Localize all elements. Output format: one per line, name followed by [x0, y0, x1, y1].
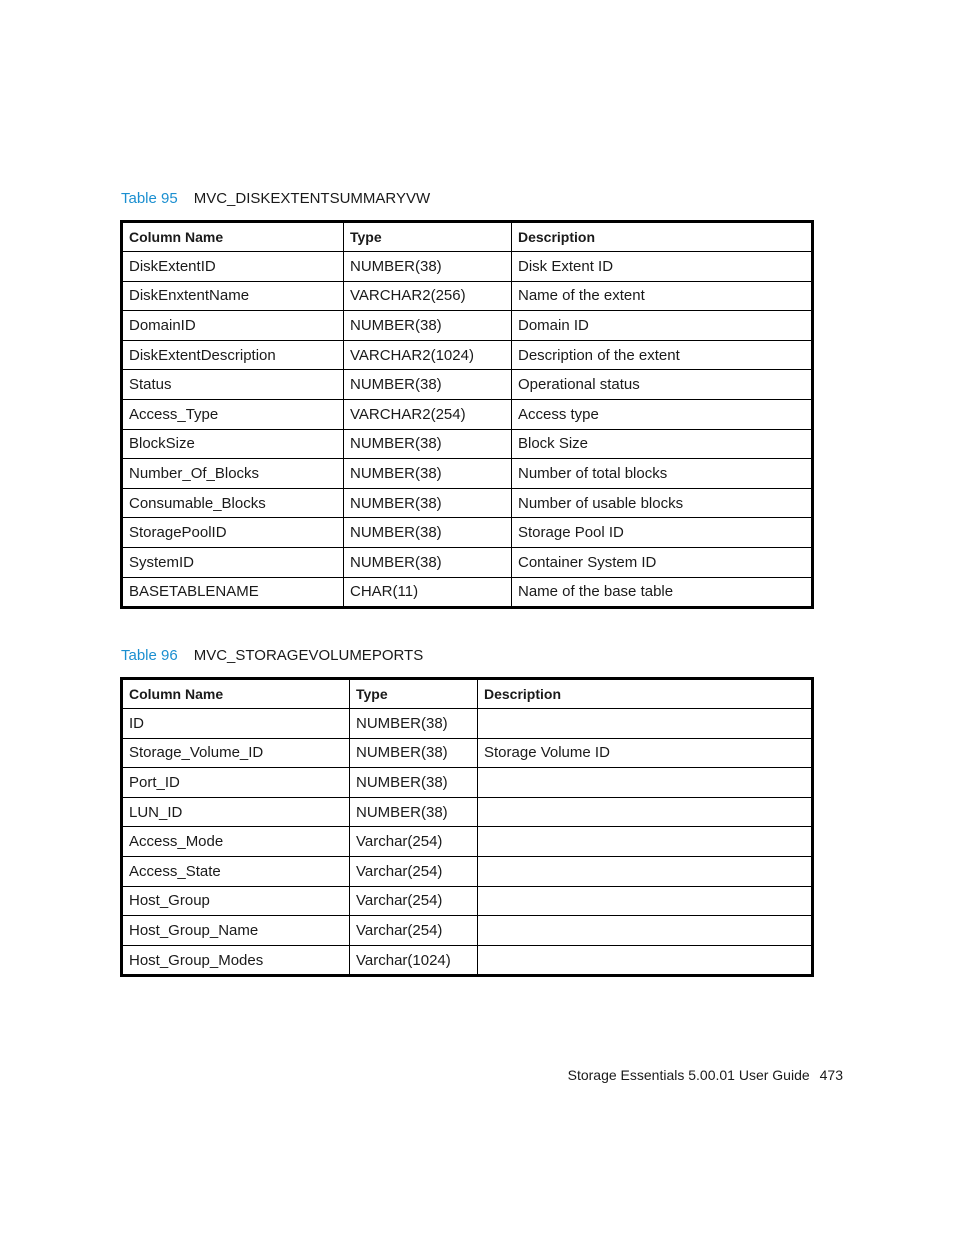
type-cell: CHAR(11) [344, 577, 512, 608]
type-cell: NUMBER(38) [344, 459, 512, 489]
type-cell: NUMBER(38) [344, 370, 512, 400]
type-cell: NUMBER(38) [344, 311, 512, 341]
type-cell: NUMBER(38) [344, 429, 512, 459]
table-95-caption [121, 190, 430, 207]
column-header-type: Type [350, 679, 478, 709]
description-cell: Container System ID [512, 547, 813, 577]
table-row [122, 709, 813, 739]
type-cell: Varchar(254) [350, 916, 478, 946]
type-cell: VARCHAR2(1024) [344, 340, 512, 370]
table-row [122, 797, 813, 827]
table-row [122, 916, 813, 946]
column-name-cell: BASETABLENAME [122, 577, 344, 608]
table-row [122, 311, 813, 341]
column-header-name: Column Name [122, 222, 344, 252]
table-96 [120, 677, 814, 977]
column-name-cell: Number_Of_Blocks [122, 459, 344, 489]
table-96-caption [121, 647, 423, 664]
table-row [122, 518, 813, 548]
description-cell [478, 945, 813, 976]
type-cell: VARCHAR2(256) [344, 281, 512, 311]
table-row [122, 399, 813, 429]
table-header-row [122, 222, 813, 252]
column-name-cell: LUN_ID [122, 797, 350, 827]
column-name-cell: Access_State [122, 856, 350, 886]
description-cell: Number of usable blocks [512, 488, 813, 518]
column-name-cell: DiskExtentDescription [122, 340, 344, 370]
column-name-cell: ID [122, 709, 350, 739]
column-name-cell: DomainID [122, 311, 344, 341]
table-95-label: Table 95 [121, 190, 178, 207]
footer-title: Storage Essentials 5.00.01 User Guide [567, 1067, 810, 1083]
table-row [122, 856, 813, 886]
column-header-name: Column Name [122, 679, 350, 709]
table-header-row [122, 679, 813, 709]
type-cell: NUMBER(38) [350, 709, 478, 739]
column-name-cell: Status [122, 370, 344, 400]
description-cell [478, 827, 813, 857]
table-row [122, 768, 813, 798]
type-cell: Varchar(254) [350, 827, 478, 857]
column-name-cell: Access_Type [122, 399, 344, 429]
table-row [122, 738, 813, 768]
description-cell: Block Size [512, 429, 813, 459]
type-cell: Varchar(1024) [350, 945, 478, 976]
description-cell: Storage Pool ID [512, 518, 813, 548]
column-name-cell: DiskExtentID [122, 252, 344, 282]
page-number: 473 [819, 1067, 843, 1083]
type-cell: NUMBER(38) [350, 797, 478, 827]
column-name-cell: Host_Group_Name [122, 916, 350, 946]
table-row [122, 488, 813, 518]
column-header-description: Description [478, 679, 813, 709]
description-cell [478, 856, 813, 886]
description-cell [478, 709, 813, 739]
table-95-name: MVC_DISKEXTENTSUMMARYVW [193, 190, 431, 207]
description-cell: Domain ID [512, 311, 813, 341]
column-name-cell: Access_Mode [122, 827, 350, 857]
column-name-cell: Host_Group_Modes [122, 945, 350, 976]
column-name-cell: SystemID [122, 547, 344, 577]
description-cell: Number of total blocks [512, 459, 813, 489]
table-row [122, 827, 813, 857]
table-row [122, 886, 813, 916]
type-cell: NUMBER(38) [350, 738, 478, 768]
type-cell: NUMBER(38) [344, 518, 512, 548]
type-cell: Varchar(254) [350, 856, 478, 886]
column-name-cell: Consumable_Blocks [122, 488, 344, 518]
type-cell: NUMBER(38) [344, 488, 512, 518]
type-cell: NUMBER(38) [344, 547, 512, 577]
description-cell: Operational status [512, 370, 813, 400]
table-row [122, 459, 813, 489]
table-96-label: Table 96 [121, 647, 178, 664]
description-cell: Description of the extent [512, 340, 813, 370]
description-cell: Access type [512, 399, 813, 429]
table-row [122, 252, 813, 282]
page-footer [568, 1067, 843, 1083]
column-name-cell: Host_Group [122, 886, 350, 916]
table-96-name: MVC_STORAGEVOLUMEPORTS [193, 647, 424, 664]
description-cell [478, 916, 813, 946]
table-row [122, 547, 813, 577]
type-cell: VARCHAR2(254) [344, 399, 512, 429]
column-header-description: Description [512, 222, 813, 252]
table-row [122, 370, 813, 400]
type-cell: NUMBER(38) [350, 768, 478, 798]
description-cell: Disk Extent ID [512, 252, 813, 282]
type-cell: Varchar(254) [350, 886, 478, 916]
description-cell [478, 886, 813, 916]
table-row [122, 945, 813, 976]
table-row [122, 577, 813, 608]
column-name-cell: StoragePoolID [122, 518, 344, 548]
description-cell: Storage Volume ID [478, 738, 813, 768]
column-name-cell: Port_ID [122, 768, 350, 798]
column-name-cell: Storage_Volume_ID [122, 738, 350, 768]
description-cell: Name of the extent [512, 281, 813, 311]
column-header-type: Type [344, 222, 512, 252]
column-name-cell: BlockSize [122, 429, 344, 459]
table-row [122, 340, 813, 370]
description-cell: Name of the base table [512, 577, 813, 608]
description-cell [478, 797, 813, 827]
type-cell: NUMBER(38) [344, 252, 512, 282]
description-cell [478, 768, 813, 798]
table-row [122, 429, 813, 459]
table-row [122, 281, 813, 311]
column-name-cell: DiskEnxtentName [122, 281, 344, 311]
table-95 [120, 220, 814, 609]
